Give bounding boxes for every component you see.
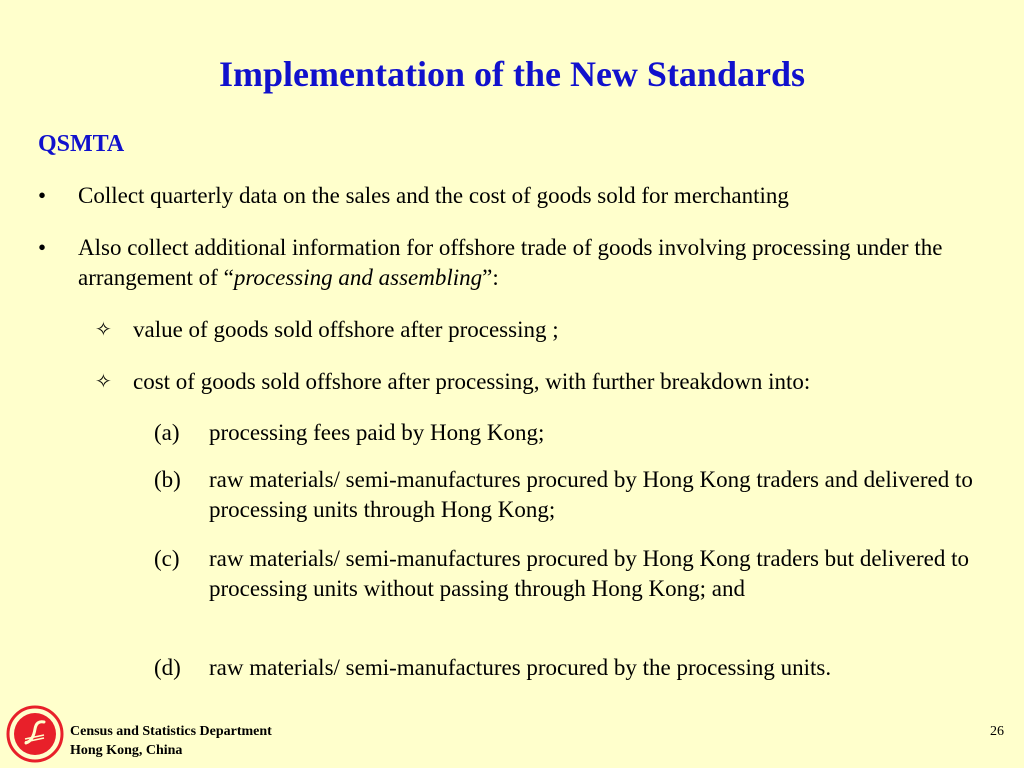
footer-org-line2: Hong Kong, China xyxy=(70,743,183,758)
breakdown-item xyxy=(154,418,974,448)
bullet-text-part: ”: xyxy=(482,265,499,290)
slide-title: Implementation of the New Standards xyxy=(218,54,805,94)
breakdown-label: (b) xyxy=(154,467,181,492)
breakdown-text: processing fees paid by Hong Kong; xyxy=(209,420,545,445)
breakdown-item xyxy=(154,544,974,604)
subpoint-item xyxy=(95,367,995,397)
bullet-text: Collect quarterly data on the sales and the cost of goods sold for merchanting xyxy=(78,183,789,208)
bullet-text-part: Also collect additional information for offshore trade of goods involving processing under the arrangement of “ xyxy=(78,235,943,290)
bullet-text xyxy=(78,233,998,293)
section-heading: QSMTA xyxy=(38,131,125,157)
bullet-item xyxy=(38,181,998,211)
breakdown-item xyxy=(154,465,974,525)
bullet-marker: • xyxy=(38,235,47,260)
breakdown-text: raw materials/ semi-manufactures procured by Hong Kong traders but delivered to processing units without passing through Hong Kong; and xyxy=(209,546,970,601)
breakdown-label: (a) xyxy=(154,420,180,445)
breakdown-label: (d) xyxy=(154,655,181,680)
footer-org-line1: Census and Statistics Department xyxy=(70,724,272,739)
bullet-marker: • xyxy=(38,183,47,208)
census-statistics-logo-icon xyxy=(6,705,64,763)
breakdown-label: (c) xyxy=(154,546,180,571)
breakdown-item xyxy=(154,653,974,683)
four-point-star-icon: ✧ xyxy=(95,371,112,393)
subpoint-text: value of goods sold offshore after processing ; xyxy=(133,317,559,342)
footer-organization xyxy=(70,722,272,760)
subpoint-text: cost of goods sold offshore after processing, with further breakdown into: xyxy=(133,369,811,394)
subpoint-item xyxy=(95,315,995,345)
page-number: 26 xyxy=(990,724,1004,739)
bullet-text-italic: processing and assembling xyxy=(233,265,483,290)
four-point-star-icon: ✧ xyxy=(95,319,112,341)
bullet-item xyxy=(38,233,998,293)
breakdown-text: raw materials/ semi-manufactures procured by Hong Kong traders and delivered to processing units through Hong Kong; xyxy=(209,467,973,522)
breakdown-text: raw materials/ semi-manufactures procured by the processing units. xyxy=(209,655,832,680)
